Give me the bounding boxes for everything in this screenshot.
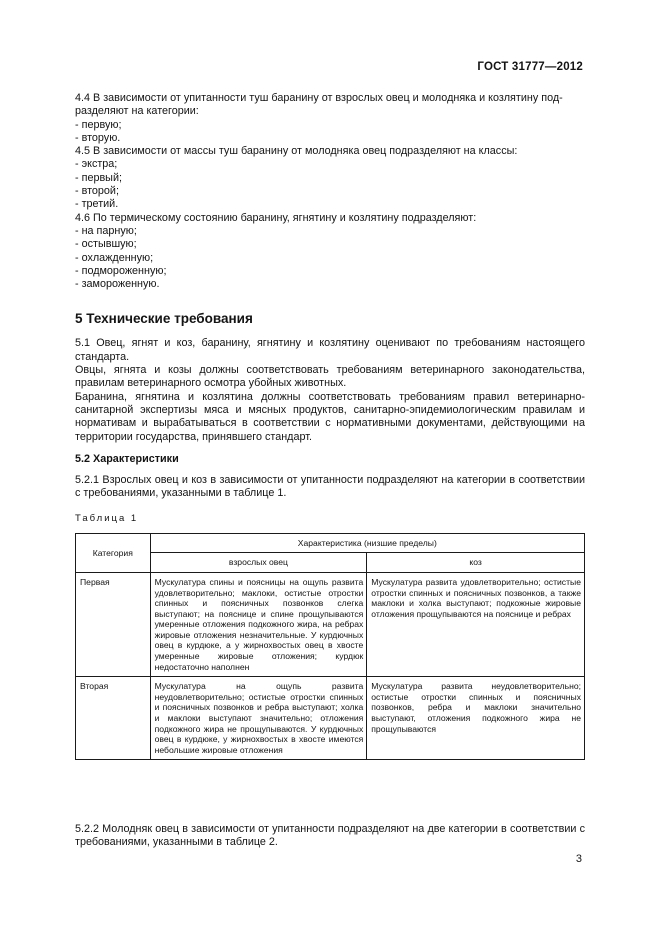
table-cell-sheep: Мускулатура спины и поясницы на ощупь развита удовлетворительно; маклоки, остистые отростки спинных и поясничных позвонков слегка выступают; на пояснице и спине прощупываются умеренные отложения подкожного жира, на ребрах жировые отложения незначительные. У курдючных овец в курдюке, а у жирнохвостых овец в хвосте умеренные жировые отложения; курдюк недостаточно наполнен	[150, 572, 367, 676]
list-item: - на парную;	[75, 224, 137, 237]
list-item: - замороженную.	[75, 278, 160, 291]
list-item: - первый;	[75, 171, 122, 184]
paragraph-5-2-2: 5.2.2 Молодняк овец в зависимости от упитанности подразделяют на две категории в соответствии с требованиями, указанными в таблице 2.	[75, 822, 585, 849]
table-row	[76, 572, 585, 676]
table-header-characteristic: Характеристика (низшие пределы)	[150, 533, 584, 553]
table-header-adult-sheep: взрослых овец	[150, 553, 367, 573]
list-item: - третий.	[75, 198, 119, 211]
subsection-5-2-title: 5.2 Характеристики	[75, 452, 179, 465]
table-row	[76, 677, 585, 760]
table-header-category: Категория	[76, 533, 151, 572]
document-code: ГОСТ 31777—2012	[477, 61, 583, 73]
paragraph-4-4-line1: 4.4 В зависимости от упитанности туш баранину от взрослых овец и молодняка и козлятину под-	[75, 92, 563, 104]
table-cell-goats: Мускулатура развита удовлетворительно; остистые отростки спинных и поясничных позвонков, а также маклоки и холка выступают; подкожные жировые отложения прощупываются на пояснице и ребрах	[367, 572, 585, 676]
main-content	[75, 92, 585, 760]
paragraph-5-1: 5.1 Овец, ягнят и коз, баранину, ягнятину и козлятину оценивают по требованиям настоящего стандарта.	[75, 337, 585, 363]
paragraph-4-4-line2: разделяют на категории:	[75, 105, 199, 118]
list-item: - вторую.	[75, 131, 121, 144]
list-item: - подмороженную;	[75, 264, 167, 277]
closing-paragraph-block	[75, 812, 585, 860]
paragraph-4-6: 4.6 По термическому состоянию баранину, ягнятину и козлятину подразделяют:	[75, 211, 477, 224]
table-header-goats: коз	[367, 553, 585, 573]
paragraph-5-1-c: Баранина, ягнятина и козлятина должны соответствовать требованиям правил ветеринарно-санитарной экспертизы мяса и мясных продуктов, санитарно-эпидемиологическим правилам и нормативам и вырабатываться в соответствии с нормативными документами, действующими на территории государства, принявшего стандарт.	[75, 390, 585, 443]
list-item: - остывшую;	[75, 238, 137, 251]
page-number: 3	[575, 853, 582, 865]
table-cell-category: Вторая	[76, 677, 151, 760]
table-cell-sheep: Мускулатура на ощупь развита неудовлетворительно; остистые отростки спинных и поясничных позвонков и ребра выступают; холка и маклоки выступают значительно; отложения подкожного жира не прощупываются. У курдючных овец в курдюке, у жирнохвостых в хвосте имеются небольшие жировые отложения	[150, 677, 367, 760]
table-caption: Таблица 1	[75, 513, 139, 525]
paragraph-5-2-1: 5.2.1 Взрослых овец и коз в зависимости от упитанности подразделяют на категории в соответствии с требованиями, указанными в таблице 1.	[75, 473, 585, 500]
list-item: - первую;	[75, 118, 122, 131]
paragraph-4-5: 4.5 В зависимости от массы туш баранину от молодняка овец подразделяют на классы:	[75, 145, 518, 158]
section-5-title: 5 Технические требования	[75, 311, 253, 327]
list-item: - экстра;	[75, 158, 118, 171]
list-item: - охлажденную;	[75, 251, 154, 264]
list-item: - второй;	[75, 185, 119, 198]
table-1	[75, 533, 585, 761]
table-cell-category: Первая	[76, 572, 151, 676]
paragraph-5-1-b: Овцы, ягнята и козы должны соответствовать требованиям ветеринарного законодательства, правилам ветеринарного осмотра убойных животных.	[75, 364, 585, 390]
table-cell-goats: Мускулатура развита неудовлетворительно; остистые отростки спинных и поясничных позвонков, ребра и маклоки значительно выступают, отложения подкожного жира не прощупываются	[367, 677, 585, 760]
